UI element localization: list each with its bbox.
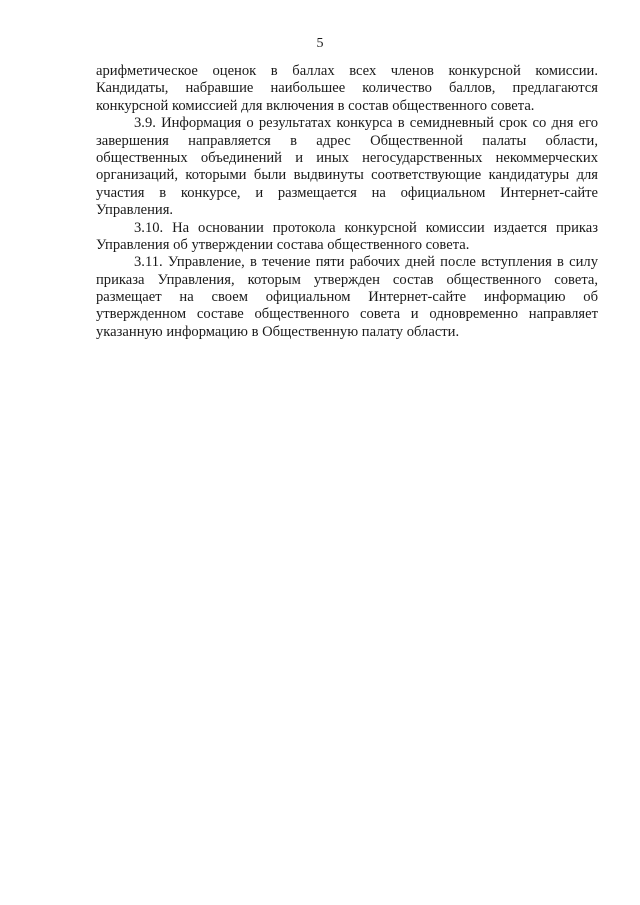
text-line: 3.10. На основании протокола конкурсной комиссии издается приказ	[134, 219, 598, 236]
text-line: 3.11. Управление, в течение пяти рабочих дней после вступления в силу	[134, 254, 598, 271]
paragraph-continuation	[96, 63, 598, 115]
text-line: Кандидаты, набравшие наибольшее количество баллов, предлагаются	[96, 80, 598, 97]
text-line: Управления об утверждении состава общественного совета.	[96, 236, 470, 253]
text-line: указанную информацию в Общественную палату области.	[96, 323, 460, 340]
text-line: общественных объединений и иных негосударственных некоммерческих	[96, 149, 598, 166]
text-line: Управления.	[96, 202, 174, 219]
text-line: приказа Управления, которым утвержден состав общественного совета,	[96, 271, 598, 288]
paragraph-clause-3-10	[96, 220, 598, 255]
text-line: утвержденном составе общественного совета и одновременно направляет	[96, 306, 598, 323]
text-line: арифметическое оценок в баллах всех членов конкурсной комиссии.	[96, 63, 598, 79]
paragraph-clause-3-9	[96, 115, 598, 219]
text-line: конкурсной комиссией для включения в состав общественного совета.	[96, 97, 535, 114]
text-line: 3.9. Информация о результатах конкурса в семидневный срок со дня его	[134, 115, 598, 132]
text-line: завершения направляется в адрес Общественной палаты области,	[96, 132, 598, 149]
page-number: 5	[316, 36, 324, 51]
text-line: организаций, которыми были выдвинуты соответствующие кандидатуры для	[96, 167, 598, 184]
document-body	[96, 63, 598, 341]
text-line: участия в конкурсе, и размещается на официальном Интернет-сайте	[96, 184, 598, 201]
text-line: размещает на своем официальном Интернет-сайте информацию об	[96, 289, 598, 306]
paragraph-clause-3-11	[96, 254, 598, 341]
